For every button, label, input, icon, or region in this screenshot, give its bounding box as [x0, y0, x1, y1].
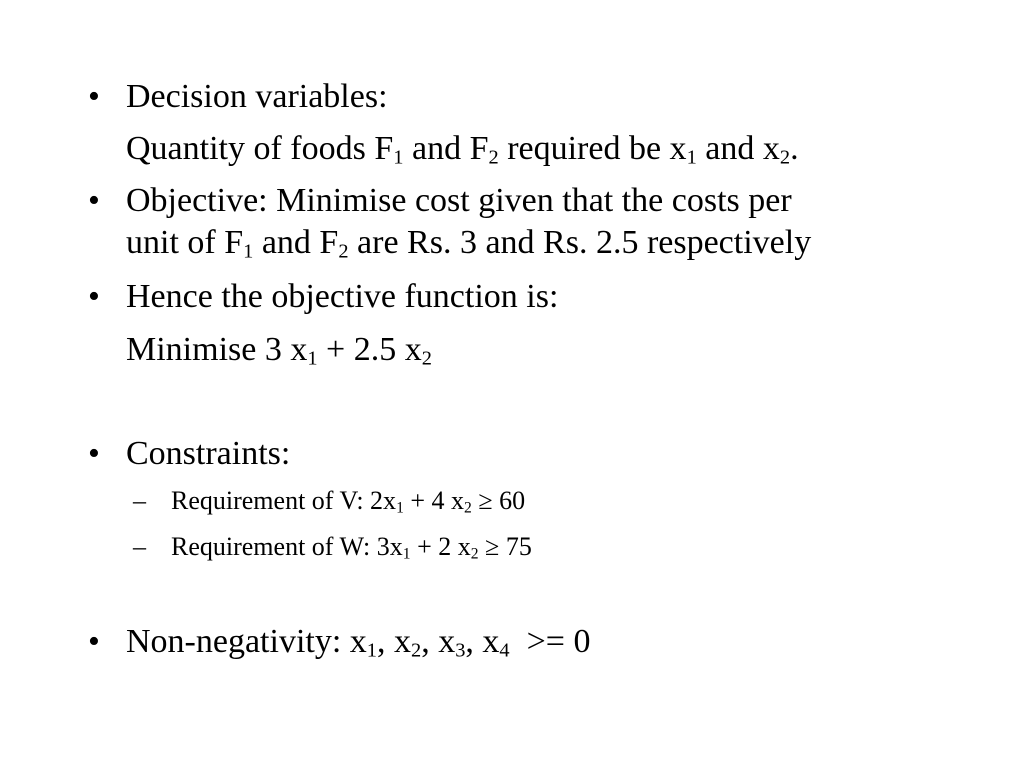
subscript: 2: [338, 240, 349, 263]
text-run: and x: [696, 130, 780, 167]
text-run: unit of F: [126, 224, 244, 261]
bullet-marker: •: [88, 435, 100, 472]
subscript: 1: [396, 499, 404, 517]
subscript: 2: [421, 347, 432, 370]
decision-variables-heading: [126, 80, 388, 114]
subscript: 2: [488, 146, 499, 169]
objective-line-1: [126, 184, 792, 218]
text-run: Minimise 3 x: [126, 331, 308, 368]
non-negativity-line: [126, 623, 591, 662]
subscript: 2: [779, 146, 791, 169]
subscript: 1: [686, 146, 697, 169]
subscript: 4: [499, 639, 510, 662]
text-run: and F: [403, 130, 489, 167]
bullet-marker: •: [88, 278, 100, 315]
objective-function-heading: [126, 280, 558, 314]
objective-function-label: Hence the objective function is:: [126, 278, 559, 315]
objective-line-2: [126, 224, 812, 263]
constraint-v: [171, 486, 526, 517]
subscript: 1: [402, 545, 411, 563]
constraints-label: Constraints:: [126, 435, 291, 472]
text-run: ≥ 60: [471, 486, 526, 515]
text-run: Quantity of foods F: [126, 130, 394, 167]
text-run: , x: [421, 623, 456, 660]
objective-text: Objective: Minimise cost given that the costs per: [126, 182, 792, 219]
subscript: 2: [411, 639, 422, 662]
decision-variables-detail: [126, 130, 799, 169]
subscript: 2: [464, 499, 472, 517]
constraint-w: [171, 532, 532, 563]
decision-variables-label: Decision variables:: [126, 78, 388, 115]
text-run: are Rs. 3 and Rs. 2.5 respectively: [348, 224, 812, 261]
bullet-marker: •: [88, 623, 100, 660]
text-run: ≥ 75: [478, 532, 532, 561]
text-run: Requirement of W: 3x: [171, 532, 403, 561]
text-run: + 2.5 x: [317, 331, 422, 368]
text-run: >= 0: [509, 623, 591, 660]
subscript: 1: [366, 639, 377, 662]
bullet-marker: •: [88, 78, 100, 115]
text-run: + 4 x: [403, 486, 465, 515]
text-run: , x: [465, 623, 500, 660]
bullet-marker: •: [88, 182, 100, 219]
constraints-heading: [126, 437, 290, 471]
subscript: 2: [470, 545, 479, 563]
objective-function-formula: [126, 331, 432, 370]
text-run: required be x: [498, 130, 687, 167]
text-run: and F: [253, 224, 339, 261]
subscript: 1: [393, 146, 404, 169]
text-run: Non-negativity: x: [126, 623, 367, 660]
text-run: Requirement of V: 2x: [171, 486, 397, 515]
text-run: , x: [377, 623, 411, 660]
subscript: 3: [455, 639, 466, 662]
subscript: 1: [243, 240, 254, 263]
text-run: + 2 x: [410, 532, 471, 561]
sub-bullet-marker: –: [133, 532, 146, 561]
subscript: 1: [307, 347, 318, 370]
sub-bullet-marker: –: [133, 486, 146, 515]
text-run: .: [790, 130, 799, 167]
